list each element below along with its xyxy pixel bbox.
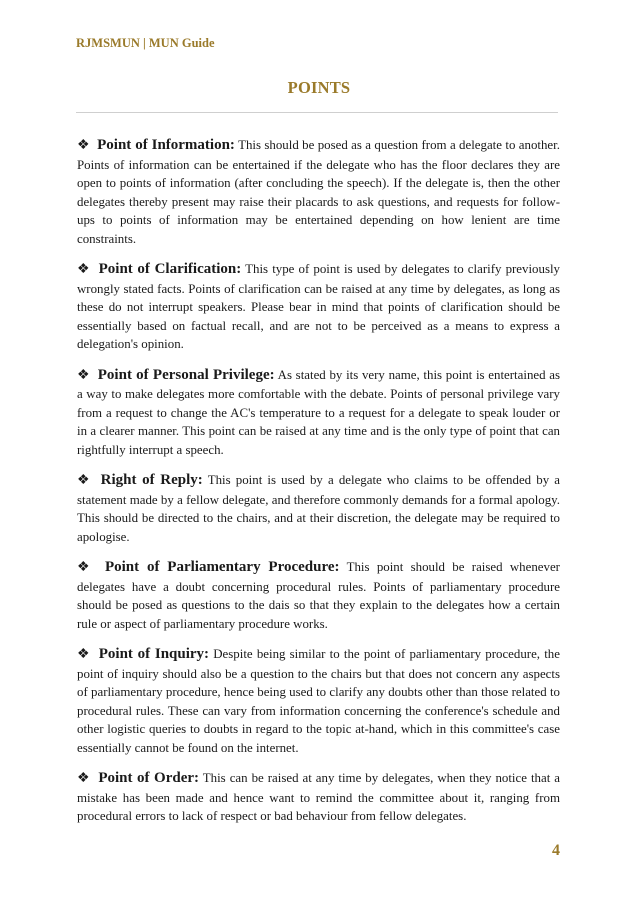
point-body: This point should be raised whenever delegates have a doubt concerning procedural rules. Points of parliamentary procedure should be posed as questions to the dais so that they explain to the delegates how a certain rule or aspect of parliamentary procedure works. bbox=[77, 560, 560, 631]
point-heading: Point of Information: bbox=[97, 137, 235, 153]
point-body: As stated by its very name, this point is entertained as a way to make delegates more comfortable with the debate. Points of personal privilege vary from a request to change the AC's temperature to a request for a delegate to speak louder or in a clearer manner. This point can be raised at any time and is the only type of point that can rightfully interrupt a speech. bbox=[77, 367, 561, 457]
point-parliamentary-procedure bbox=[77, 558, 560, 633]
diamond-bullet-icon: ❖ bbox=[77, 138, 90, 153]
document-header: RJMSMUN | MUN Guide bbox=[76, 36, 215, 50]
point-body: This should be posed as a question from a delegate to another. Points of information can be entertained if the delegate who has the floor declares they are open to points of information (after concluding the speech). If the delegate is, then the other delegates thereby present may raise their placards to ask questions, and requests for follow-ups to points of information may be entertained depending on how lenient are time constraints. bbox=[77, 138, 560, 246]
point-personal-privilege bbox=[77, 366, 560, 460]
point-heading: Point of Personal Privilege: bbox=[97, 366, 275, 383]
diamond-bullet-icon: ❖ bbox=[77, 647, 91, 662]
point-body: This point is used by a delegate who claims to be offended by a statement made by a fellow delegate, and therefore commonly demands for a formal apology. This should be directed to the chairs, and at their discretion, the delegate may be required to apologise. bbox=[77, 473, 561, 544]
diamond-bullet-icon: ❖ bbox=[77, 262, 91, 277]
title-divider bbox=[76, 112, 558, 113]
diamond-bullet-icon: ❖ bbox=[77, 473, 92, 488]
point-heading: Point of Inquiry: bbox=[98, 646, 210, 662]
point-information bbox=[77, 136, 560, 248]
point-body: Despite being similar to the point of parliamentary procedure, the point of inquiry should also be a question to the chairs but that does not concern any aspects of parliamentary procedure, hence being used to clarify any doubts other than those related to procedural rules. These can vary from information concerning the conference's schedule and other logistic queries to doubts in regard to the topic at-hand, which in this committee's case essentially cannot be found on the internet. bbox=[77, 647, 560, 755]
point-heading: Right of Reply: bbox=[100, 472, 203, 488]
page-number: 4 bbox=[552, 842, 560, 859]
point-body: This type of point is used by delegates to clarify previously wrongly stated facts. Points of clarification can be raised at any time by delegates, as long as these do not interrupt speakers. Please bear in mind that points of clarification should be essentially based on factual recall, and are not to be perceived as a means to express a delegation's opinion. bbox=[77, 262, 560, 351]
diamond-bullet-icon: ❖ bbox=[77, 367, 91, 383]
point-order bbox=[77, 769, 560, 826]
point-heading: Point of Clarification: bbox=[98, 261, 242, 277]
point-heading: Point of Parliamentary Procedure: bbox=[104, 559, 340, 575]
points-list bbox=[77, 136, 560, 838]
point-clarification bbox=[77, 260, 560, 354]
point-inquiry bbox=[77, 645, 560, 757]
point-right-of-reply bbox=[77, 471, 560, 546]
point-body: This can be raised at any time by delegates, when they notice that a mistake has been made and hence want to remind the committee about it, ranging from procedural errors to lack of respect or bad behaviour from fellow delegates. bbox=[77, 771, 560, 823]
page-title: POINTS bbox=[287, 78, 351, 97]
diamond-bullet-icon: ❖ bbox=[77, 771, 91, 786]
diamond-bullet-icon: ❖ bbox=[77, 560, 94, 575]
point-heading: Point of Order: bbox=[98, 770, 200, 786]
